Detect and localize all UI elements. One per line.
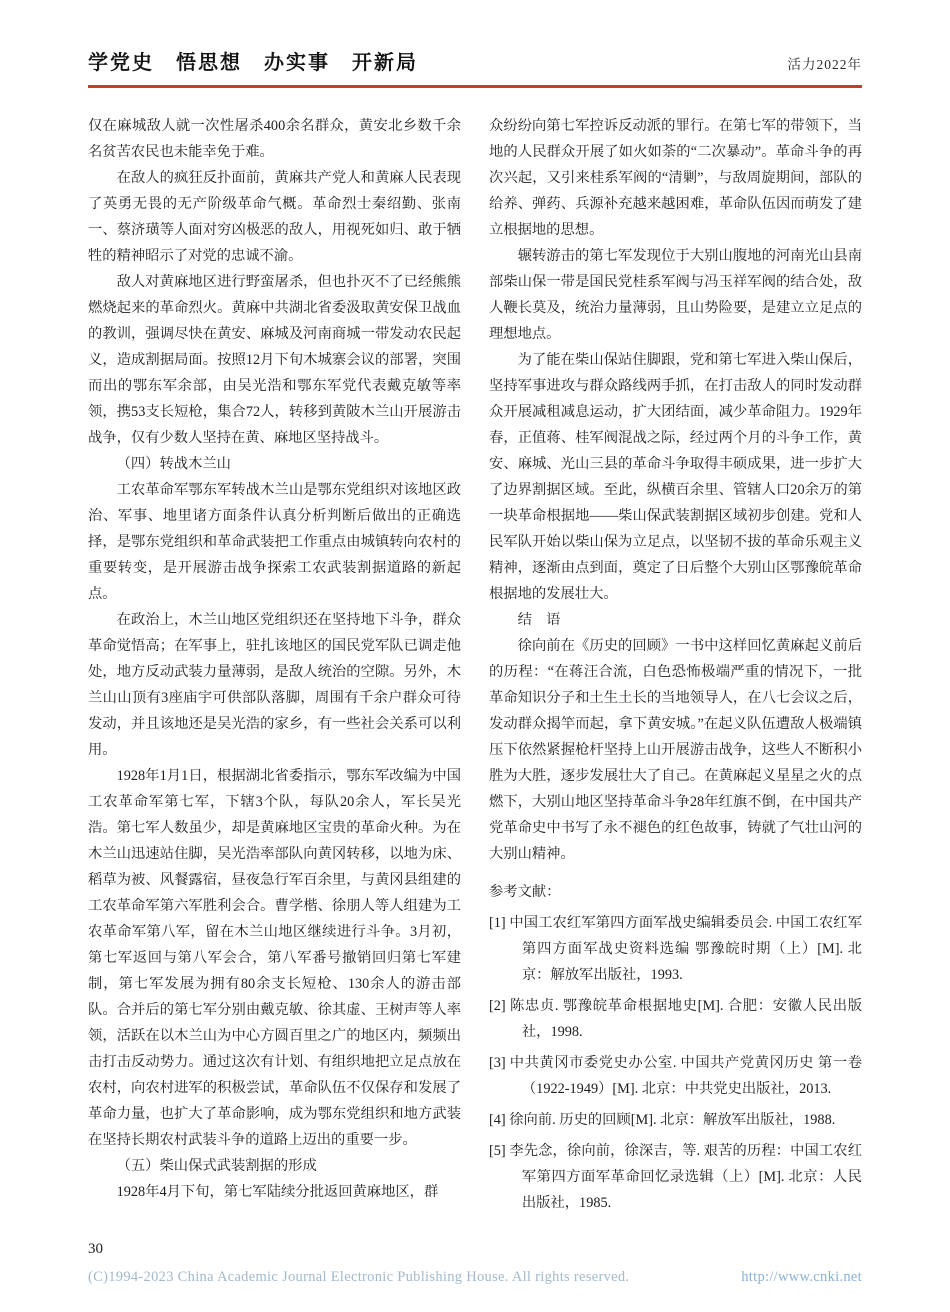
- body-paragraph: 徐向前在《历史的回顾》一书中这样回忆黄麻起义前后的历程：“在蒋汪合流，白色恐怖极端严重的情况下，一批革命知识分子和土生土长的当地领导人，在八七会议之后，发动群众揭竿而起，拿下黄安城。”在起义队伍遭敌人极端镇压下依然紧握枪杆坚持上山开展游击战争，这些人不断积小胜为大胜，逐步发展壮大了自己。在黄麻起义星星之火的点燃下，大别山地区坚持革命斗争28年红旗不倒，在中国共产党革命史中书写了永不褪色的红色故事，铸就了气壮山河的大别山精神。: [489, 638, 862, 862]
- right-column: [489, 113, 862, 1216]
- section-heading: （四）转战木兰山: [116, 456, 231, 472]
- article-body: [88, 113, 862, 1216]
- references-title: 参考文献：: [489, 884, 561, 900]
- header-slogan: 学党史 悟思想 办实事 开新局: [88, 52, 418, 74]
- cnki-url-link[interactable]: http://www.cnki.net: [741, 1269, 862, 1285]
- body-paragraph: 仅在麻城敌人就一次性屠杀400余名群众，黄安北乡数千余名贫苦农民也未能幸免于难。: [88, 118, 461, 160]
- section-heading: （五）柴山保式武装割据的形成: [116, 1158, 317, 1174]
- body-paragraph: 敌人对黄麻地区进行野蛮屠杀，但也扑灭不了已经熊熊燃烧起来的革命烈火。黄麻中共湖北省委汲取黄安保卫战血的教训，强调尽快在黄安、麻城及河南商城一带发动农民起义，造成割据局面。按照12月下旬木城寨会议的部署，突围而出的鄂东军余部，由吴光浩和鄂东军党代表戴克敏等率领，携53支长短枪，集合72人，转移到黄陂木兰山开展游击战争，仅有少数人坚持在黄、麻地区坚持战斗。: [88, 274, 461, 446]
- header-row: [88, 46, 862, 75]
- reference-item: [2] 陈忠贞. 鄂豫皖革命根据地史[M]. 合肥：安徽人民出版社，1998.: [489, 998, 862, 1040]
- page-number: 30: [88, 1241, 103, 1257]
- page-header: [88, 46, 862, 88]
- reference-item: [5] 李先念，徐向前，徐深吉，等. 艰苦的历程：中国工农红军第四方面军革命回忆录选辑（上）[M]. 北京：人民出版社，1985.: [489, 1143, 862, 1211]
- copyright-row: [88, 1269, 862, 1286]
- page-footer: [88, 1241, 862, 1286]
- copyright-text: (C)1994-2023 China Academic Journal Electronic Publishing House. All rights reserved.: [88, 1269, 630, 1285]
- body-paragraph: 工农革命军鄂东军转战木兰山是鄂东党组织对该地区政治、军事、地里诸方面条件认真分析判断后做出的正确选择，是鄂东党组织和革命武装把工作重点由城镇转向农村的重要转变，是开展游击战争探索工农武装割据道路的新起点。: [88, 482, 461, 602]
- body-paragraph: 众纷纷向第七军控诉反动派的罪行。在第七军的带领下，当地的人民群众开展了如火如荼的“二次暴动”。革命斗争的再次兴起，又引来桂系军阀的“清剿”，与敌周旋期间，部队的给养、弹药、兵源补充越来越困难，革命队伍因而萌发了建立根据地的思想。: [489, 118, 862, 238]
- section-heading: 结 语: [517, 612, 561, 628]
- body-paragraph: 在政治上，木兰山地区党组织还在坚持地下斗争，群众革命觉悟高；在军事上，驻扎该地区的国民党军队已调走他处，地方反动武装力量薄弱，是敌人统治的空隙。另外，木兰山山顶有3座庙宇可供部队落脚，周围有千余户群众可待发动，并且该地还是吴光浩的家乡，有一些社会关系可以利用。: [88, 612, 461, 758]
- reference-item: [4] 徐向前. 历史的回顾[M]. 北京：解放军出版社，1988.: [489, 1112, 836, 1128]
- body-paragraph: 1928年4月下旬，第七军陆续分批返回黄麻地区，群: [116, 1184, 439, 1200]
- left-column: [88, 113, 461, 1216]
- reference-item: [3] 中共黄冈市委党史办公室. 中国共产党黄冈历史 第一卷（1922-1949）[M]. 北京：中共党史出版社，2013.: [489, 1055, 862, 1097]
- body-paragraph: 在敌人的疯狂反扑面前，黄麻共产党人和黄麻人民表现了英勇无畏的无产阶级革命气概。革命烈士秦绍勤、张南一、蔡济璜等人面对穷凶极恶的敌人，用视死如归、敢于牺牲的精神昭示了对党的忠诚不渝。: [88, 170, 461, 264]
- header-red-divider: [88, 85, 862, 88]
- reference-item: [1] 中国工农红军第四方面军战史编辑委员会. 中国工农红军第四方面军战史资料选编 鄂豫皖时期（上）[M]. 北京：解放军出版社，1993.: [489, 915, 862, 983]
- body-paragraph: 为了能在柴山保站住脚跟，党和第七军进入柴山保后，坚持军事进攻与群众路线两手抓，在打击敌人的同时发动群众开展减租减息运动，扩大团结面，减少革命阻力。1929年春，正值蒋、桂军阀混战之际，经过两个月的斗争工作，黄安、麻城、光山三县的革命斗争取得丰硕成果，进一步扩大了边界割据区域。至此，纵横百余里、管辖人口20余万的第一块革命根据地——柴山保武装割据区域初步创建。党和人民军队开始以柴山保为立足点，以坚韧不拔的革命乐观主义精神，逐渐由点到面，奠定了日后整个大别山区鄂豫皖革命根据地的发展壮大。: [489, 352, 862, 602]
- body-paragraph: 辗转游击的第七军发现位于大别山腹地的河南光山县南部柴山保一带是国民党桂系军阀与冯玉祥军阀的结合处，敌人鞭长莫及，统治力量薄弱，且山势险要，是建立立足点的理想地点。: [489, 248, 862, 342]
- journal-name-year: 活力2022年: [787, 57, 862, 72]
- body-paragraph: 1928年1月1日，根据湖北省委指示，鄂东军改编为中国工农革命军第七军，下辖3个队，每队20余人，军长吴光浩。第七军人数虽少，却是黄麻地区宝贵的革命火种。为在木兰山迅速站住脚，吴光浩率部队向黄冈转移，以地为床、稻草为被、风餐露宿，昼夜急行军百余里，与黄冈县组建的工农革命军第六军胜利会合。曹学楷、徐朋人等人组建为工农革命军第八军，留在木兰山地区继续进行斗争。3月初，第七军返回与第八军会合，第八军番号撤销回归第七军建制，第七军发展为拥有80余支长短枪、130余人的游击部队。合并后的第七军分别由戴克敏、徐其虚、王树声等人率领，活跃在以木兰山为中心方圆百里之广的地区内，频频出击打击反动势力。通过这次有计划、有组织地把立足点放在农村，向农村进军的积极尝试，革命队伍不仅保存和发展了革命力量，也扩大了革命影响，成为鄂东党组织和地方武装在坚持长期农村武装斗争的道路上迈出的重要一步。: [88, 768, 461, 1148]
